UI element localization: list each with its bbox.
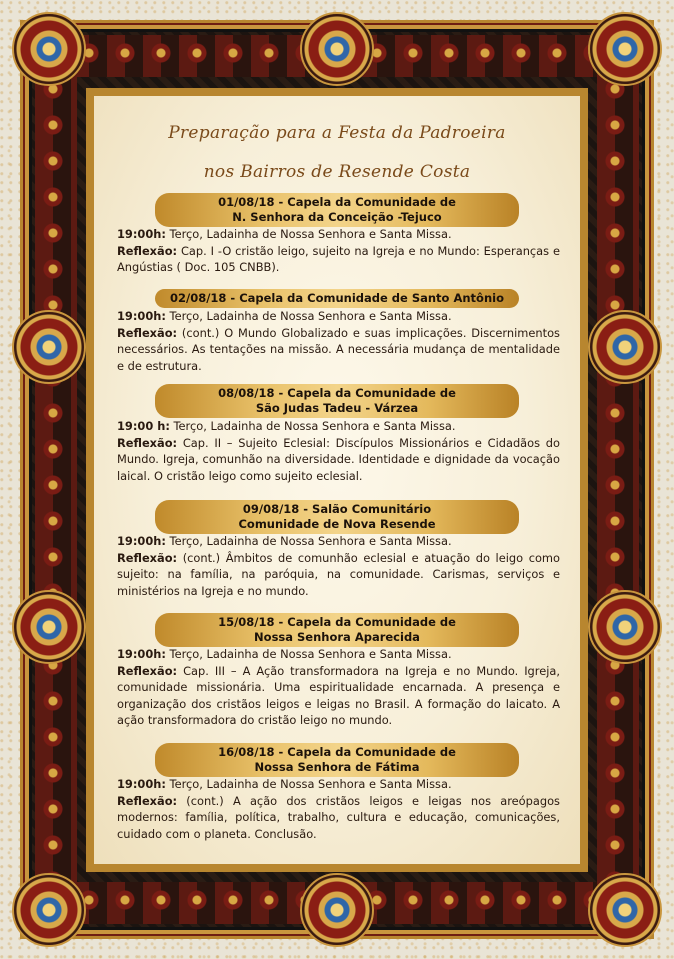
- time-text: Terço, Ladainha de Nossa Senhora e Santa Missa.: [165, 777, 452, 791]
- reflexao-label: Reflexão:: [117, 325, 178, 340]
- event-banner: [155, 289, 519, 308]
- event-banner-line2: N. Senhora da Conceição -Tejuco: [232, 210, 442, 224]
- event-banner-line2: Nossa Senhora de Fátima: [254, 760, 420, 774]
- corner-medallion-icon: [12, 12, 86, 86]
- event-banner-line2: Comunidade de Nova Resende: [238, 517, 436, 531]
- reflexao-label: Reflexão:: [117, 550, 178, 565]
- edge-medallion-icon: [588, 310, 662, 384]
- reflexao-text: Cap. III – A Ação transformadora na Igreja e no Mundo. Igreja, comunidade missionária. Uma espiritualidade encarnada. A presença e organização dos cristãos leigos e leigas no Brasil. A formação do laicato. A ação transformadora do cristão leigo no mundo.: [117, 663, 560, 727]
- edge-medallion-icon: [300, 873, 374, 947]
- corner-medallion-icon: [12, 873, 86, 947]
- reflexao-label: Reflexão:: [117, 663, 178, 678]
- event-banner-line1: 09/08/18 - Salão Comunitário: [242, 502, 432, 516]
- reflexao-label: Reflexão:: [117, 435, 178, 450]
- event-details: [117, 418, 560, 484]
- ornament-border-right: [597, 35, 639, 924]
- time-text: Terço, Ladainha de Nossa Senhora e Santa Missa.: [169, 419, 456, 433]
- event-banner-line2: São Judas Tadeu - Várzea: [255, 401, 419, 415]
- edge-medallion-icon: [588, 590, 662, 664]
- event-banner: [155, 384, 519, 418]
- edge-medallion-icon: [12, 590, 86, 664]
- time-text: Terço, Ladainha de Nossa Senhora e Santa Missa.: [165, 227, 452, 241]
- corner-medallion-icon: [588, 12, 662, 86]
- page-title-line2: nos Bairros de Resende Costa: [203, 162, 471, 182]
- event-details: [117, 646, 560, 729]
- reflexao-text: Cap. I -O cristão leigo, sujeito na Igreja e no Mundo: Esperanças e Angústias ( Doc. 105 CNBB).: [117, 243, 560, 274]
- time-label: 19:00 h:: [117, 419, 170, 433]
- event-banner: [155, 500, 519, 534]
- time-label: 19:00h:: [117, 777, 166, 791]
- event-banner-line2: Nossa Senhora Aparecida: [254, 630, 420, 644]
- event-banner-line1: 15/08/18 - Capela da Comunidade de: [218, 615, 456, 629]
- edge-medallion-icon: [300, 12, 374, 86]
- reflexao-text: (cont.) A ação dos cristãos leigos e leigas nos areópagos modernos: família, política, trabalho, cultura e educação, comunicações, cuidado com o planeta. Conclusão.: [117, 793, 560, 841]
- time-text: Terço, Ladainha de Nossa Senhora e Santa Missa.: [165, 309, 452, 323]
- time-text: Terço, Ladainha de Nossa Senhora e Santa Missa.: [165, 534, 452, 548]
- event-banner: [155, 193, 519, 227]
- page-title-line1: Preparação para a Festa da Padroeira: [168, 123, 506, 143]
- event-banner-line1: 02/08/18 - Capela da Comunidade de Santo Antônio: [170, 291, 504, 305]
- reflexao-text: (cont.) O Mundo Globalizado e suas implicações. Discernimentos necessários. As tentações na missão. A necessária mudança de mentalidade e de estrutura.: [117, 325, 560, 373]
- reflexao-text: Cap. II – Sujeito Eclesial: Discípulos Missionários e Cidadãos do Mundo. Igreja, comunhão na diversidade. Identidade e dignidade da vocação laical. O cristão leigo como sujeito eclesial.: [117, 435, 560, 483]
- corner-medallion-icon: [588, 873, 662, 947]
- time-label: 19:00h:: [117, 534, 166, 548]
- event-banner: [155, 743, 519, 777]
- time-text: Terço, Ladainha de Nossa Senhora e Santa Missa.: [165, 647, 452, 661]
- event-details: [117, 226, 560, 276]
- event-banner-line1: 16/08/18 - Capela da Comunidade de: [218, 745, 456, 759]
- reflexao-label: Reflexão:: [117, 793, 178, 808]
- reflexao-label: Reflexão:: [117, 243, 178, 258]
- event-banner-line1: 01/08/18 - Capela da Comunidade de: [218, 195, 456, 209]
- event-details: [117, 776, 560, 842]
- event-banner: [155, 613, 519, 647]
- event-details: [117, 308, 560, 374]
- edge-medallion-icon: [12, 310, 86, 384]
- reflexao-text: (cont.) Âmbitos de comunhão eclesial e atuação do leigo como sujeito: na família, na paróquia, na comunidade. Carismas, serviços e ministérios na Igreja e no mundo.: [117, 550, 560, 598]
- event-banner-line1: 08/08/18 - Capela da Comunidade de: [218, 386, 456, 400]
- event-details: [117, 533, 560, 599]
- ornament-border-left: [35, 35, 77, 924]
- time-label: 19:00h:: [117, 647, 166, 661]
- time-label: 19:00h:: [117, 309, 166, 323]
- time-label: 19:00h:: [117, 227, 166, 241]
